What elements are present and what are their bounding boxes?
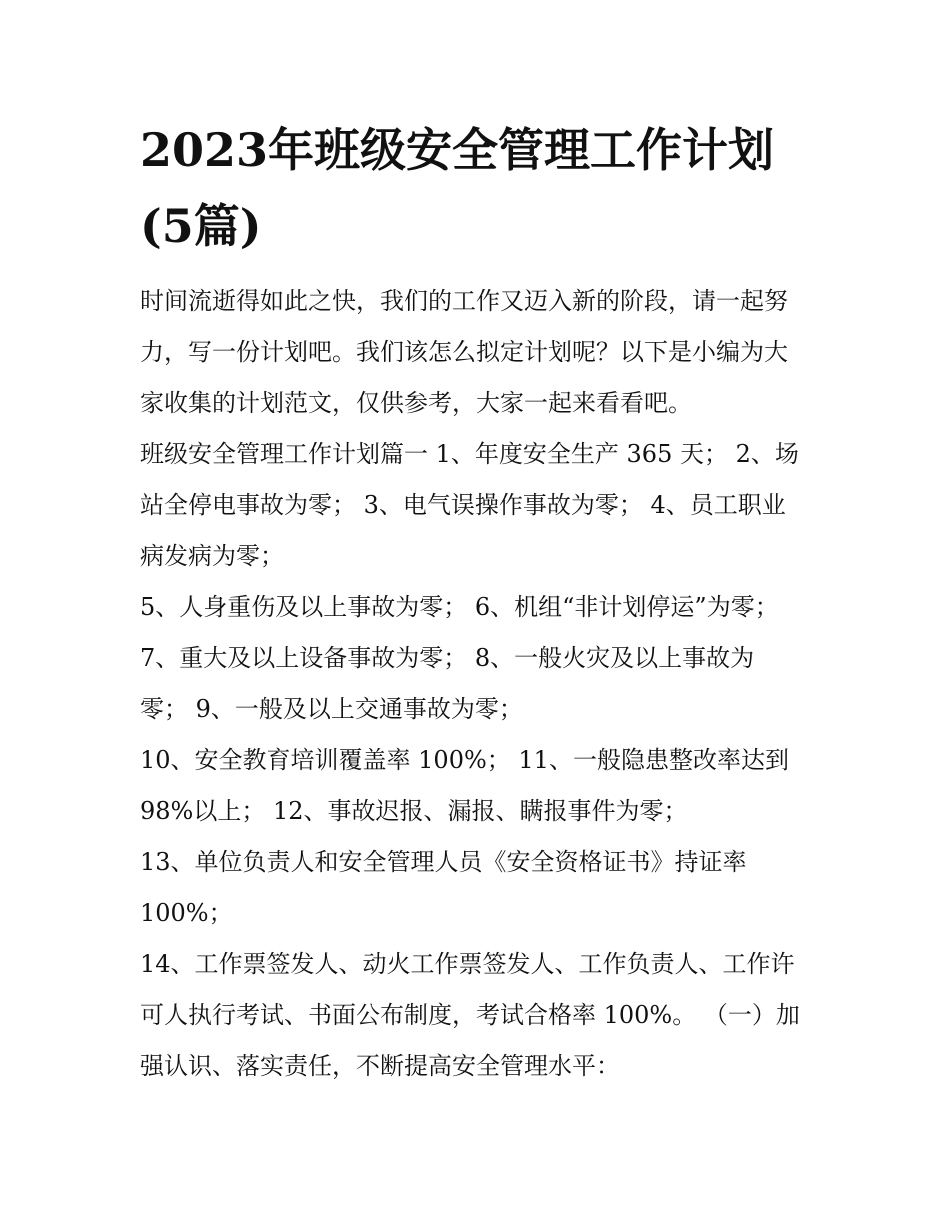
body-line: 10、安全教育培训覆盖率 100%； 11、一般隐患整改率达到 [140,746,789,774]
body-line: 家收集的计划范文，仅供参考，大家一起来看看吧。 [140,389,692,417]
body-line: 零； 9、一般及以上交通事故为零； [140,695,523,723]
body-line: 病发病为零； [140,542,284,570]
body-line: 5、人身重伤及以上事故为零； 6、机组“非计划停运”为零； [140,593,779,621]
body-line: 力，写一份计划吧。我们该怎么拟定计划呢？以下是小编为大 [140,338,788,366]
title-line-1: 2023年班级安全管理工作计划 [140,123,775,177]
body-line: 可人执行考试、书面公布制度，考试合格率 100%。 （一）加 [140,1001,800,1029]
document-title [140,112,820,264]
body-line: 14、工作票签发人、动火工作票签发人、工作负责人、工作许 [140,950,795,978]
body-line: 98%以上； 12、事故迟报、漏报、瞒报事件为零； [140,797,688,825]
body-line: 13、单位负责人和安全管理人员《安全资格证书》持证率 [140,848,747,876]
body-line: 时间流逝得如此之快，我们的工作又迈入新的阶段，请一起努 [140,287,788,315]
body-line: 100%； [140,899,233,927]
body-line: 7、重大及以上设备事故为零； 8、一般火灾及以上事故为 [140,644,755,672]
document-body [140,276,830,1092]
body-line: 站全停电事故为零； 3、电气误操作事故为零； 4、员工职业 [140,491,786,519]
body-line: 班级安全管理工作计划篇一 1、年度安全生产 365 天； 2、场 [140,440,799,468]
body-line: 强认识、落实责任，不断提高安全管理水平： [140,1052,620,1080]
title-line-2: (5篇) [140,199,262,253]
